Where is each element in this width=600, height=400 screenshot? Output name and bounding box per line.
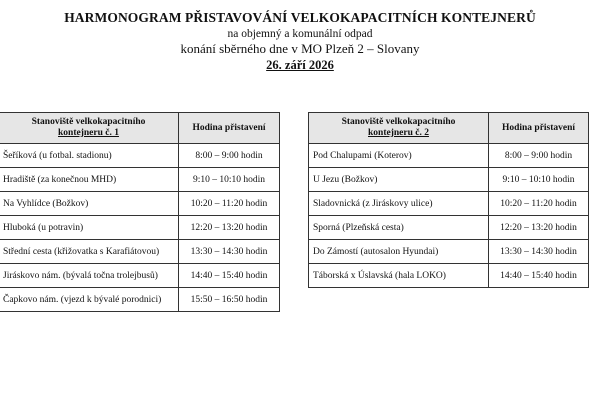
location-cell: Čapkovo nám. (vjezd k bývalé porodnici) bbox=[0, 288, 179, 312]
document-subtitle: na objemný a komunální odpad bbox=[227, 28, 373, 40]
time-cell: 9:10 – 10:10 hodin bbox=[179, 168, 280, 192]
location-cell: Sladovnická (z Jiráskovy ulice) bbox=[309, 192, 489, 216]
location-cell: Šeříková (u fotbal. stadionu) bbox=[0, 144, 179, 168]
location-cell: Hradiště (za konečnou MHD) bbox=[0, 168, 179, 192]
location-cell: Táborská x Úslavská (hala LOKO) bbox=[309, 264, 489, 288]
time-cell: 13:30 – 14:30 hodin bbox=[179, 240, 280, 264]
time-cell: 14:40 – 15:40 hodin bbox=[489, 264, 589, 288]
table-row bbox=[0, 144, 280, 168]
table-row bbox=[0, 168, 280, 192]
location-cell: Hluboká (u potravin) bbox=[0, 216, 179, 240]
time-cell: 8:00 – 9:00 hodin bbox=[179, 144, 280, 168]
time-cell: 10:20 – 11:20 hodin bbox=[489, 192, 589, 216]
column-header-time: Hodina přistavení bbox=[179, 113, 280, 144]
table-row bbox=[309, 264, 589, 288]
location-cell: Pod Chalupami (Koterov) bbox=[309, 144, 489, 168]
column-header-location bbox=[0, 113, 179, 144]
column-header-time: Hodina přistavení bbox=[489, 113, 589, 144]
table-row bbox=[309, 240, 589, 264]
column-header-location-line1: Stanoviště velkokapacitního bbox=[341, 117, 456, 127]
location-cell: Sporná (Plzeňská cesta) bbox=[309, 216, 489, 240]
location-cell: U Jezu (Božkov) bbox=[309, 168, 489, 192]
time-cell: 12:20 – 13:20 hodin bbox=[179, 216, 280, 240]
time-cell: 13:30 – 14:30 hodin bbox=[489, 240, 589, 264]
column-header-location-line1: Stanoviště velkokapacitního bbox=[31, 117, 146, 127]
column-header-location-line2: kontejneru č. 2 bbox=[368, 128, 429, 138]
schedule-table-container-1 bbox=[0, 112, 280, 312]
time-cell: 12:20 – 13:20 hodin bbox=[489, 216, 589, 240]
column-header-location bbox=[309, 113, 489, 144]
document-date: 26. září 2026 bbox=[266, 58, 334, 72]
table-row bbox=[309, 216, 589, 240]
document-title: HARMONOGRAM PŘISTAVOVÁNÍ VELKOKAPACITNÍCH KONTEJNERŮ bbox=[64, 10, 536, 25]
table-row bbox=[0, 264, 280, 288]
location-cell: Jiráskovo nám. (bývalá točna trolejbusů) bbox=[0, 264, 179, 288]
table-row bbox=[309, 144, 589, 168]
location-cell: Do Zámostí (autosalon Hyundai) bbox=[309, 240, 489, 264]
location-cell: Na Vyhlídce (Božkov) bbox=[0, 192, 179, 216]
table-header-row bbox=[309, 113, 589, 144]
table-row bbox=[0, 216, 280, 240]
table-row bbox=[0, 192, 280, 216]
time-cell: 9:10 – 10:10 hodin bbox=[489, 168, 589, 192]
time-cell: 15:50 – 16:50 hodin bbox=[179, 288, 280, 312]
document-subtitle-event: konání sběrného dne v MO Plzeň 2 – Slovany bbox=[180, 41, 420, 56]
table-header-row bbox=[0, 113, 280, 144]
table-row bbox=[309, 192, 589, 216]
table-row bbox=[0, 288, 280, 312]
table-row bbox=[0, 240, 280, 264]
time-cell: 10:20 – 11:20 hodin bbox=[179, 192, 280, 216]
location-cell: Střední cesta (křižovatka s Karafiátovou) bbox=[0, 240, 179, 264]
document-header bbox=[0, 10, 600, 73]
time-cell: 14:40 – 15:40 hodin bbox=[179, 264, 280, 288]
time-cell: 8:00 – 9:00 hodin bbox=[489, 144, 589, 168]
schedule-table-container-2 bbox=[308, 112, 589, 288]
column-header-location-line2: kontejneru č. 1 bbox=[58, 128, 119, 138]
table-row bbox=[309, 168, 589, 192]
